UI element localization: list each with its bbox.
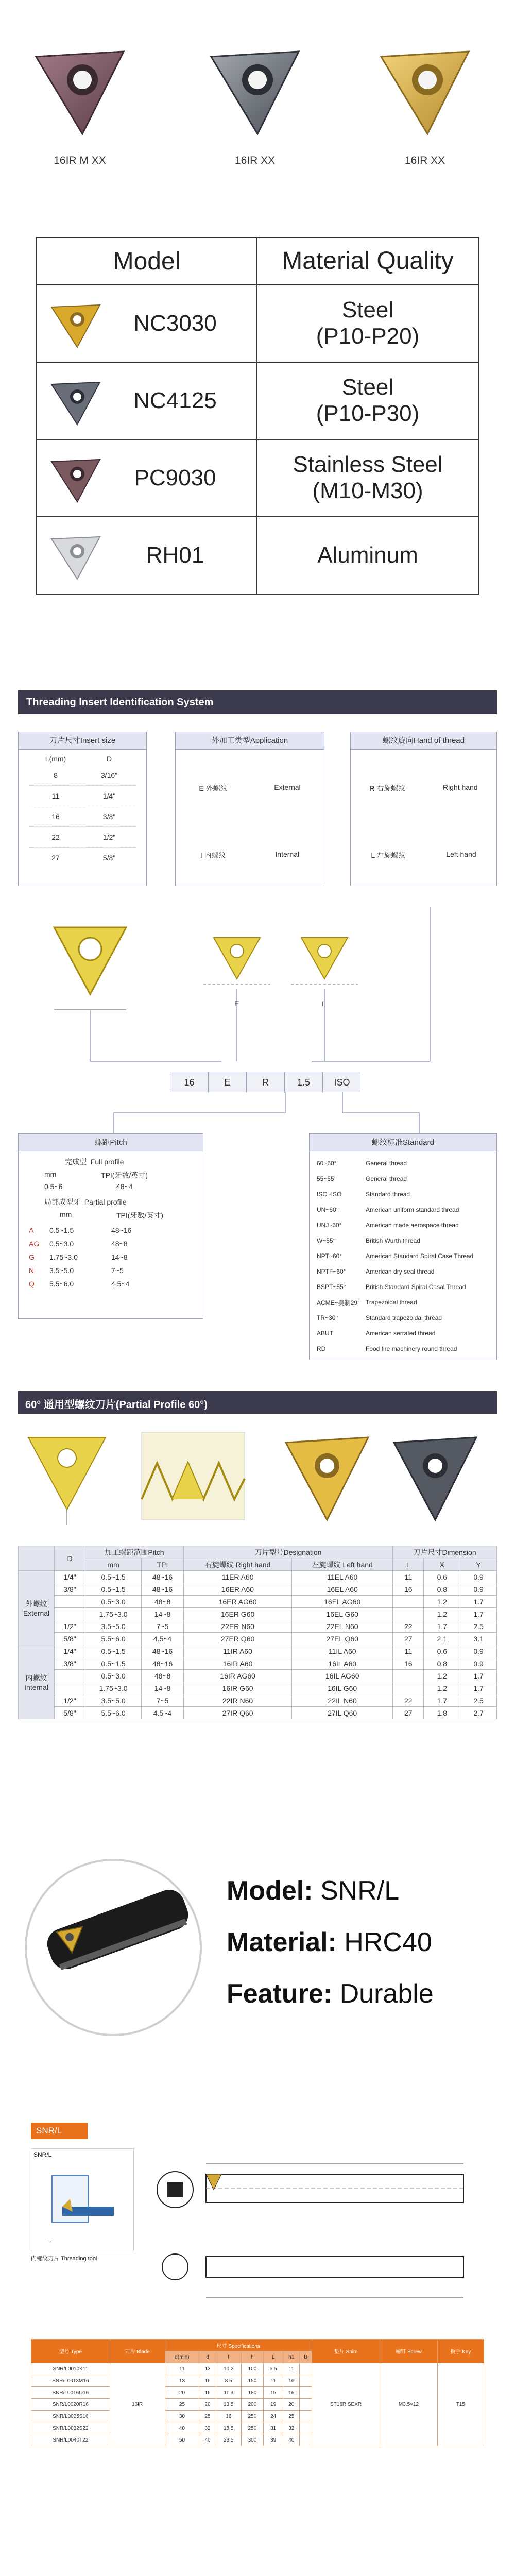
partial-illustrations bbox=[18, 1422, 497, 1535]
table-row: SNR/L0013M16 13 16 8.5 150 11 16 bbox=[31, 2375, 484, 2387]
svg-text:→: → bbox=[47, 2239, 52, 2244]
table-row: SNR/L0016Q16 20 16 11.3 180 15 16 bbox=[31, 2387, 484, 2399]
list-item: A 0.5~1.5 48~16 bbox=[29, 1226, 132, 1234]
diagram-label-i: I bbox=[322, 999, 324, 1008]
material-quality: Aluminum bbox=[317, 542, 418, 568]
list-item: 8 3/16" bbox=[29, 765, 136, 786]
list-item: ISO~ISO Standard thread bbox=[317, 1191, 410, 1198]
model-quality-section bbox=[0, 237, 515, 659]
list-item: BSPT~55° British Standard Spiral Casal Thread bbox=[317, 1283, 466, 1291]
diagram-label-e: E bbox=[234, 999, 239, 1008]
holder-technical-drawing bbox=[149, 2143, 484, 2329]
table-row: SNR/L0020R16 25 20 13.5 200 19 20 bbox=[31, 2399, 484, 2411]
list-item: 11 1/4" bbox=[29, 786, 136, 806]
insert-rh01-thumb bbox=[47, 528, 104, 584]
feature-value: Durable bbox=[339, 1979, 434, 2009]
insert-diagram bbox=[18, 907, 497, 1072]
list-item: RD Food fire machinery round thread bbox=[317, 1345, 457, 1352]
spec-small-diagram bbox=[31, 2148, 134, 2251]
table-row: 1.75~3.0 14~8 16IR G60 16IL G60 1.2 1.7 bbox=[19, 1682, 497, 1694]
model-name: NC4125 bbox=[133, 388, 217, 413]
standard-title: 螺纹标准Standard bbox=[310, 1134, 496, 1151]
full-profile-en: Full profile bbox=[90, 1158, 124, 1166]
code-hand: R bbox=[247, 1072, 285, 1093]
list-item: E 外螺纹 External bbox=[199, 783, 301, 792]
code-standard: ISO bbox=[334, 1077, 350, 1088]
table-row: 外螺纹 External 1/4" 0.5~1.5 48~16 11ER A60 11EL A60 11 0.6 0.9 bbox=[19, 1571, 497, 1583]
boring-bar-closeup-image bbox=[21, 1855, 206, 2040]
col-d: D bbox=[106, 755, 112, 763]
ident-banner: Threading Insert Identification System bbox=[18, 690, 497, 714]
insert-nc3030-thumb bbox=[47, 296, 104, 352]
table-row: 5/8" 5.5~6.0 4.5~4 27IR Q60 27IL Q60 27 1.8 2.7 bbox=[19, 1707, 497, 1719]
material-label: Material: bbox=[227, 1927, 337, 1957]
table-row bbox=[37, 516, 478, 594]
application-title: 外加工类型Application bbox=[176, 732, 324, 750]
table-header-row bbox=[37, 238, 478, 284]
model-name: PC9030 bbox=[134, 465, 216, 490]
partial-profile-en: Partial profile bbox=[84, 1198, 127, 1206]
partial-profile-table: D 加工螺距范围Pitch 刀片型号Designation 刀片尺寸Dimension mm TPI 右旋螺纹 Right hand 左旋螺纹 Left hand L X Y 外螺纹 External 1/4" 0.5~1.5 48~16 11ER A60 11EL A60 11 0.6 0.9 3/8" 0.5~1.5 48~16 16ER A60 16EL A60 16 0.8 0.9 0.5~3.0 48~8 16ER AG60 16EL AG60 1.2 1.7 1.75~3.0 14~8 16ER G60 16EL G60 1.2 1.7 1/2" 3.5~5.0 7~5 22ER N60 22EL N60 22 1.7 2.5 5/8" 5.5~6.0 4.5~4 27ER Q60 27EL Q60 27 2.1 3.1 内螺纹 Internal 1/4" 0.5~1.5 48~16 11IR A60 11IL A60 11 0.6 0.9 3/8" 0.5~1.5 48~16 16IR A60 16IL A60 16 0.8 0.9 0.5~3.0 48~8 16IR AG60 16IL AG60 1.2 1.7 1.75~3.0 14~8 16IR G60 16IL G60 1.2 1.7 1/2" 3.5~5.0 7~5 22IR N60 22IL N60 22 1.7 2.5 5/8" 5.5~6.0 4.5~4 27IR Q60 27IL Q60 27 1.8 2.7 bbox=[18, 1546, 497, 1719]
material-value: HRC40 bbox=[344, 1927, 432, 1957]
table-row: SNR/L0032S22 40 32 18.5 250 31 32 bbox=[31, 2422, 484, 2434]
material-grade: (P10-P30) bbox=[316, 401, 420, 426]
spec-diagram-note: 内螺纹刀片 Threading tool bbox=[31, 2256, 97, 2262]
insert-size-title: 刀片尺寸Insert size bbox=[19, 732, 146, 750]
long-boring-bar-section bbox=[0, 2571, 515, 2576]
hand-box bbox=[350, 732, 497, 886]
code-size: 16 bbox=[170, 1072, 209, 1093]
insert-size-box bbox=[18, 732, 147, 886]
list-item: ABUT American serrated thread bbox=[317, 1330, 436, 1337]
identification-system-section bbox=[0, 690, 515, 1370]
model-label: Model: bbox=[227, 1876, 313, 1906]
list-item: TR~30° Standard trapezoidal thread bbox=[317, 1314, 442, 1321]
table-row bbox=[37, 284, 478, 362]
table-row bbox=[37, 439, 478, 516]
pitch-box: 螺距Pitch 完成型 Full profile mm TPI(牙数/英寸) 0.5~6 48~4 局部成型牙 Partial profile mm TPI(牙数/英寸) A 0.5~1.5 48~16 AG 0.5~3.0 48~8 G 1.75~3.0 14~8 N 3.5~5.0 7~5 Q 5.5~6.0 4.5~4 bbox=[18, 1133, 203, 1319]
spec-table: 型号 Type 刀片 Blade 尺寸 Specifications 垫片 Shim 螺钉 Screw 扳手 Key d(min) d f h L h1 B SNR/L0010K11 16IR 11 13 10.2 100 6.5 11 ST16R SEXR M3.5×12 T15 SNR/L0013M16 13 16 8.5 150 11 16 SNR/L0016Q16 20 16 11.3 180 15 16 SNR/L0020R16 25 20 13.5 200 19 20 SNR/L0025S16 30 25 16 250 24 25 SNR/L0032S22 40 32 18.5 250 31 32 SNR/L0040T22 50 40 23.5 300 39 40 bbox=[31, 2339, 484, 2446]
insert-caption-2: 16IR XX bbox=[234, 155, 276, 166]
table-row: 0.5~3.0 48~8 16ER AG60 16EL AG60 1.2 1.7 bbox=[19, 1596, 497, 1608]
code-pitch: 1.5 bbox=[285, 1072, 323, 1093]
table-row: 1.75~3.0 14~8 16ER G60 16EL G60 1.2 1.7 bbox=[19, 1608, 497, 1620]
insert-caption-3: 16IR XX bbox=[404, 155, 445, 166]
insert-16ir-gold-image bbox=[371, 36, 479, 144]
full-profile-cn: 完成型 bbox=[65, 1158, 87, 1166]
code-connectors bbox=[18, 1092, 497, 1133]
standard-box bbox=[309, 1133, 497, 1360]
partial-banner: 60° 通用型螺纹刀片(Partial Profile 60°) bbox=[18, 1391, 497, 1414]
material-quality: Stainless Steel bbox=[293, 452, 443, 478]
insert-caption-1: 16IR M XX bbox=[54, 155, 106, 166]
model-value: SNR/L bbox=[320, 1876, 400, 1906]
table-row: 3/8" 0.5~1.5 48~16 16IR A60 16IL A60 16 0.8 0.9 bbox=[19, 1657, 497, 1670]
header-model: Model bbox=[37, 238, 258, 284]
list-item: 55~55° General thread bbox=[317, 1175, 407, 1182]
spec-sheet-section bbox=[0, 2123, 515, 2545]
insert-pc9030-thumb bbox=[47, 450, 104, 507]
table-row: 0.5~3.0 48~8 16IR AG60 16IL AG60 1.2 1.7 bbox=[19, 1670, 497, 1682]
application-box bbox=[175, 732, 324, 886]
list-item: W~55° British Wurth thread bbox=[317, 1237, 420, 1244]
list-item: 16 3/8" bbox=[29, 806, 136, 827]
col-l: L(mm) bbox=[45, 755, 66, 763]
spec-tag: SNR/L bbox=[31, 2123, 88, 2139]
model-name: RH01 bbox=[146, 543, 204, 568]
material-quality: Steel bbox=[341, 297, 394, 323]
list-item: 60~60° General thread bbox=[317, 1160, 407, 1167]
spec-diagram-label: SNR/L bbox=[33, 2151, 52, 2158]
holder-diagram-icon bbox=[31, 2160, 133, 2248]
material-grade: (P10-P20) bbox=[316, 324, 420, 349]
material-quality: Steel bbox=[341, 375, 394, 400]
table-row: 内螺纹 Internal 1/4" 0.5~1.5 48~16 11IR A60 11IL A60 11 0.6 0.9 bbox=[19, 1645, 497, 1657]
insert-16ir-grey-image bbox=[201, 36, 309, 144]
insert-nc4125-thumb bbox=[47, 373, 104, 430]
header-quality: Material Quality bbox=[282, 247, 454, 275]
table-row bbox=[37, 362, 478, 439]
model-name: NC3030 bbox=[133, 311, 217, 336]
hand-title: 螺纹旋向Hand of thread bbox=[351, 732, 496, 750]
table-row: SNR/L0040T22 50 40 23.5 300 39 40 bbox=[31, 2434, 484, 2446]
list-item: AG 0.5~3.0 48~8 bbox=[29, 1240, 128, 1248]
list-item: N 3.5~5.0 7~5 bbox=[29, 1266, 124, 1275]
feature-label: Feature: bbox=[227, 1979, 333, 2009]
list-item: R 右旋螺纹 Right hand bbox=[369, 783, 478, 792]
list-item: I 内螺纹 Internal bbox=[200, 850, 300, 859]
list-item: G 1.75~3.0 14~8 bbox=[29, 1253, 128, 1261]
pitch-title: 螺距Pitch bbox=[19, 1134, 203, 1151]
code-application: E bbox=[209, 1072, 247, 1093]
list-item: L 左旋螺纹 Left hand bbox=[371, 850, 476, 859]
table-row: 1/2" 3.5~5.0 7~5 22ER N60 22EL N60 22 1.7 2.5 bbox=[19, 1620, 497, 1633]
partial-profile-cn: 局部成型牙 bbox=[44, 1198, 80, 1206]
table-row: SNR/L0025S16 30 25 16 250 24 25 bbox=[31, 2411, 484, 2422]
material-grade: (M10-M30) bbox=[312, 478, 423, 503]
model-quality-table bbox=[36, 237, 479, 595]
partial-profile-section bbox=[0, 1391, 515, 1824]
list-item: 27 5/8" bbox=[52, 854, 116, 862]
list-item: UN~60° American uniform standard thread bbox=[317, 1206, 459, 1213]
insert-16ir-m-image bbox=[26, 36, 134, 144]
list-item: Q 5.5~6.0 4.5~4 bbox=[29, 1280, 130, 1288]
designation-code-row bbox=[170, 1072, 360, 1092]
table-row: 5/8" 5.5~6.0 4.5~4 27ER Q60 27EL Q60 27 2.1 3.1 bbox=[19, 1633, 497, 1645]
table-row: 3/8" 0.5~1.5 48~16 16ER A60 16EL A60 16 0.8 0.9 bbox=[19, 1583, 497, 1596]
top-inserts-section bbox=[0, 0, 515, 227]
list-item: NPT~60° American Standard Spiral Case Thread bbox=[317, 1252, 474, 1260]
table-row: 1/2" 3.5~5.0 7~5 22IR N60 22IL N60 22 1.7 2.5 bbox=[19, 1694, 497, 1707]
list-item: NPTF~60° American dry seal thread bbox=[317, 1268, 435, 1275]
list-item: ACME~美制29° Trapezoidal thread bbox=[317, 1299, 417, 1307]
table-row: SNR/L0010K11 16IR 11 13 10.2 100 6.5 11 ST16R SEXR M3.5×12 T15 bbox=[31, 2363, 484, 2375]
list-item: UNJ~60° American made aerospace thread bbox=[317, 1222, 459, 1229]
list-item: 22 1/2" bbox=[29, 827, 136, 848]
boring-bar-feature-section bbox=[0, 1850, 515, 2045]
